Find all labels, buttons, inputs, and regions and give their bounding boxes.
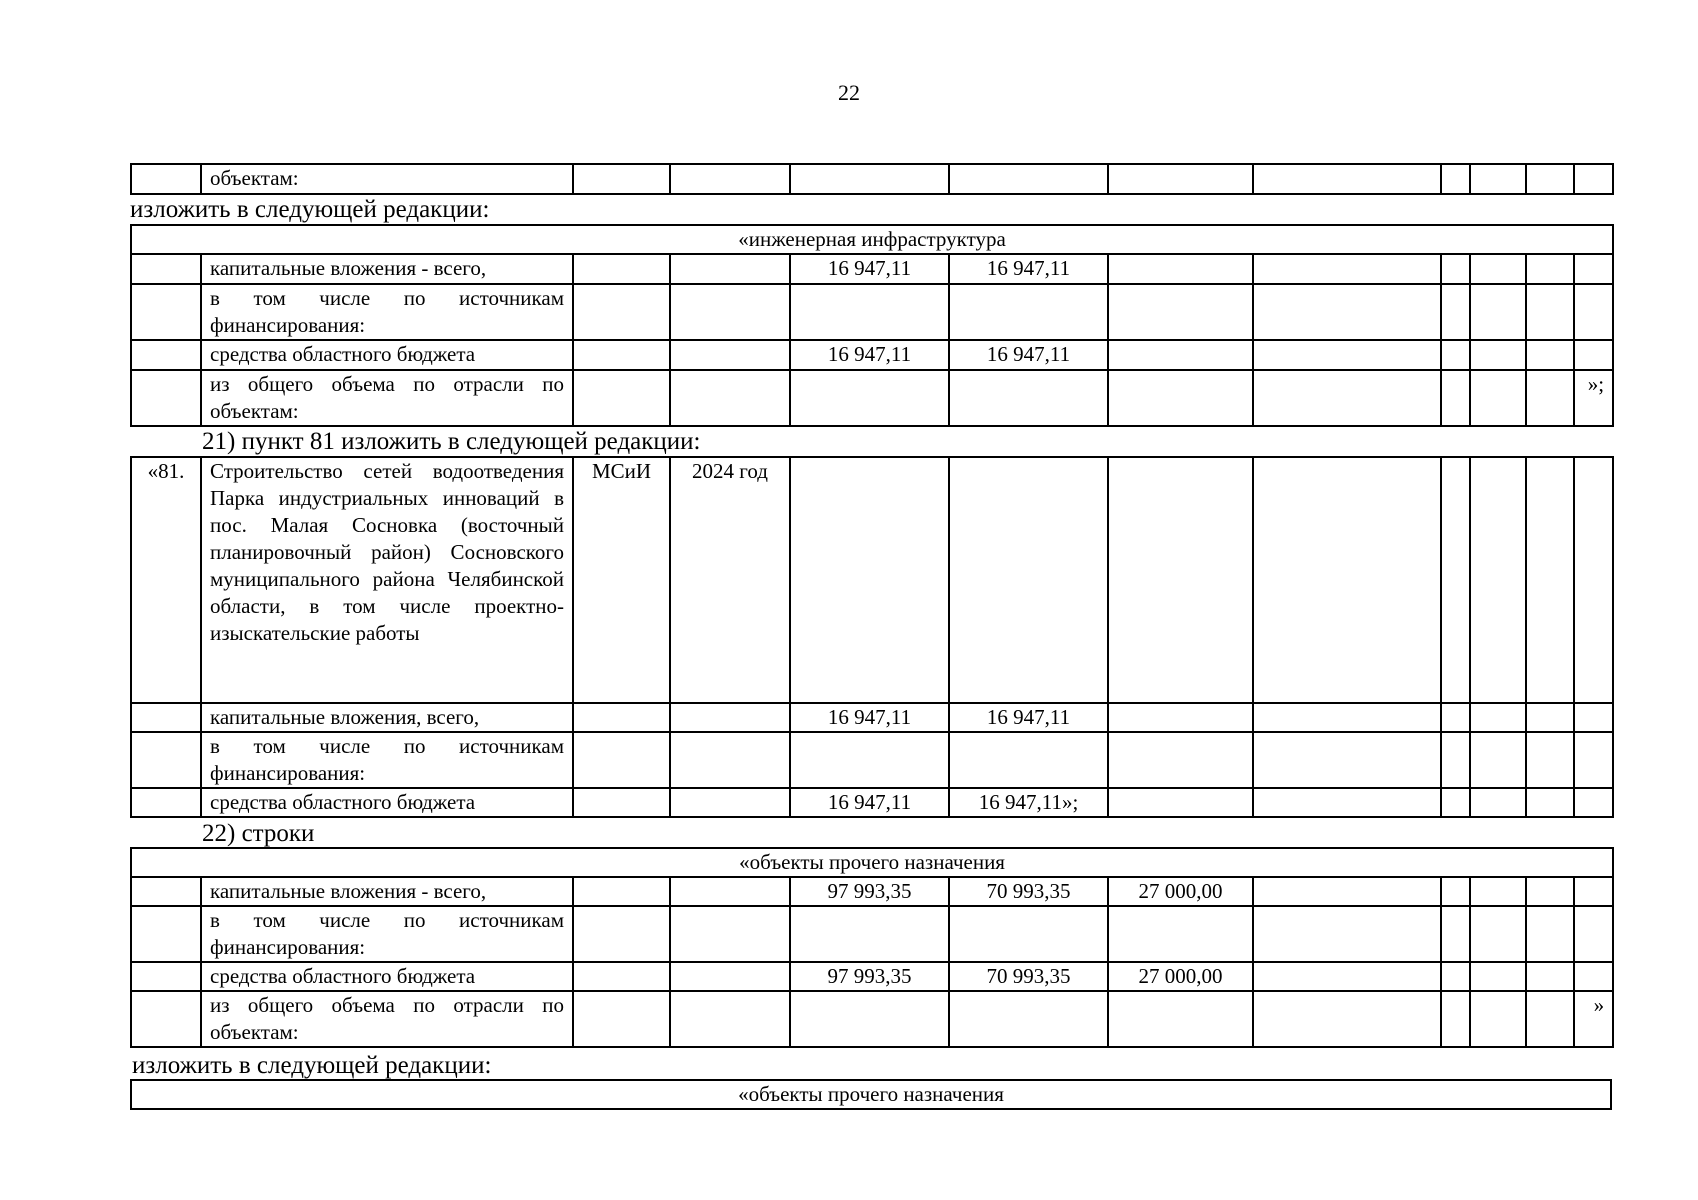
row-description: средства областного бюджета <box>201 788 573 817</box>
value-cell: 97 993,35 <box>790 962 949 991</box>
value-cell <box>949 284 1108 340</box>
table-row <box>131 848 1613 877</box>
value-cell: 97 993,35 <box>790 877 949 906</box>
section-title: «инженерная инфраструктура <box>131 225 1613 254</box>
table-row <box>131 732 1613 788</box>
value-cell: 70 993,35 <box>949 962 1108 991</box>
closing-quote: » <box>1574 991 1613 1047</box>
table-row <box>131 1080 1611 1109</box>
row-description: объектам: <box>201 164 573 194</box>
item-description: Строительство сетей водоотведения Парка индустриальных инноваций в пос. Малая Сосновка (восточный планировочный район) Сосновского муниципального района Челябинской области, в том числе проектно-изыскательские работы <box>201 457 573 703</box>
value-cell: 16 947,11 <box>790 788 949 817</box>
row-description: в том числе по источникам финансирования: <box>201 732 573 788</box>
section-title: «объекты прочего назначения <box>131 1080 1611 1109</box>
table-row <box>131 284 1613 340</box>
value-cell <box>949 991 1108 1047</box>
closing-quote <box>1574 962 1613 991</box>
closing-quote <box>1574 877 1613 906</box>
value-cell: 70 993,35 <box>949 877 1108 906</box>
section-heading: 22) строки <box>202 820 315 847</box>
section-title: «объекты прочего назначения <box>131 848 1613 877</box>
row-description: в том числе по источникам финансирования: <box>201 284 573 340</box>
table-row <box>131 457 1613 703</box>
closing-quote: »; <box>1574 370 1613 426</box>
value-cell: 16 947,11»; <box>949 788 1108 817</box>
value-cell <box>949 370 1108 426</box>
year-cell: 2024 год <box>670 457 790 703</box>
value-cell: 27 000,00 <box>1108 877 1253 906</box>
section-heading: изложить в следующей редакции: <box>130 196 490 223</box>
value-cell <box>790 284 949 340</box>
table-item-81 <box>130 456 1614 818</box>
table-row <box>131 877 1613 906</box>
value-cell: 16 947,11 <box>949 254 1108 284</box>
table-row <box>131 340 1613 370</box>
table-row <box>131 703 1613 732</box>
table-other-objects-new <box>130 1079 1612 1110</box>
row-description: капитальные вложения - всего, <box>201 254 573 284</box>
table-row <box>131 370 1613 426</box>
row-description: средства областного бюджета <box>201 962 573 991</box>
page-number: 22 <box>838 80 860 105</box>
value-cell <box>949 906 1108 962</box>
value-cell <box>949 732 1108 788</box>
section-heading: изложить в следующей редакции: <box>132 1052 492 1079</box>
row-description: в том числе по источникам финансирования: <box>201 906 573 962</box>
table-row <box>131 164 1613 194</box>
value-cell <box>1108 906 1253 962</box>
table-row <box>131 225 1613 254</box>
item-number: «81. <box>131 457 201 703</box>
row-description: капитальные вложения, всего, <box>201 703 573 732</box>
value-cell <box>790 370 949 426</box>
table-row <box>131 906 1613 962</box>
table-top-fragment <box>130 163 1614 195</box>
value-cell: 16 947,11 <box>790 254 949 284</box>
closing-quote <box>1574 906 1613 962</box>
closing-quote <box>1574 340 1613 370</box>
table-other-objects <box>130 847 1614 1048</box>
table-row <box>131 962 1613 991</box>
agency-cell: МСиИ <box>573 457 670 703</box>
closing-quote <box>1574 284 1613 340</box>
table-engineering-infrastructure <box>130 224 1614 427</box>
table-row <box>131 254 1613 284</box>
table-row <box>131 788 1613 817</box>
value-cell: 16 947,11 <box>790 340 949 370</box>
value-cell <box>1108 991 1253 1047</box>
table-row <box>131 991 1613 1047</box>
value-cell <box>790 991 949 1047</box>
value-cell <box>790 732 949 788</box>
value-cell: 16 947,11 <box>949 703 1108 732</box>
row-description: из общего объема по отрасли по объектам: <box>201 991 573 1047</box>
value-cell: 27 000,00 <box>1108 962 1253 991</box>
section-heading: 21) пункт 81 изложить в следующей редакции: <box>202 428 701 455</box>
row-description: средства областного бюджета <box>201 340 573 370</box>
row-description: капитальные вложения - всего, <box>201 877 573 906</box>
value-cell: 16 947,11 <box>949 340 1108 370</box>
closing-quote <box>1574 254 1613 284</box>
value-cell: 16 947,11 <box>790 703 949 732</box>
row-description: из общего объема по отрасли по объектам: <box>201 370 573 426</box>
value-cell <box>790 906 949 962</box>
